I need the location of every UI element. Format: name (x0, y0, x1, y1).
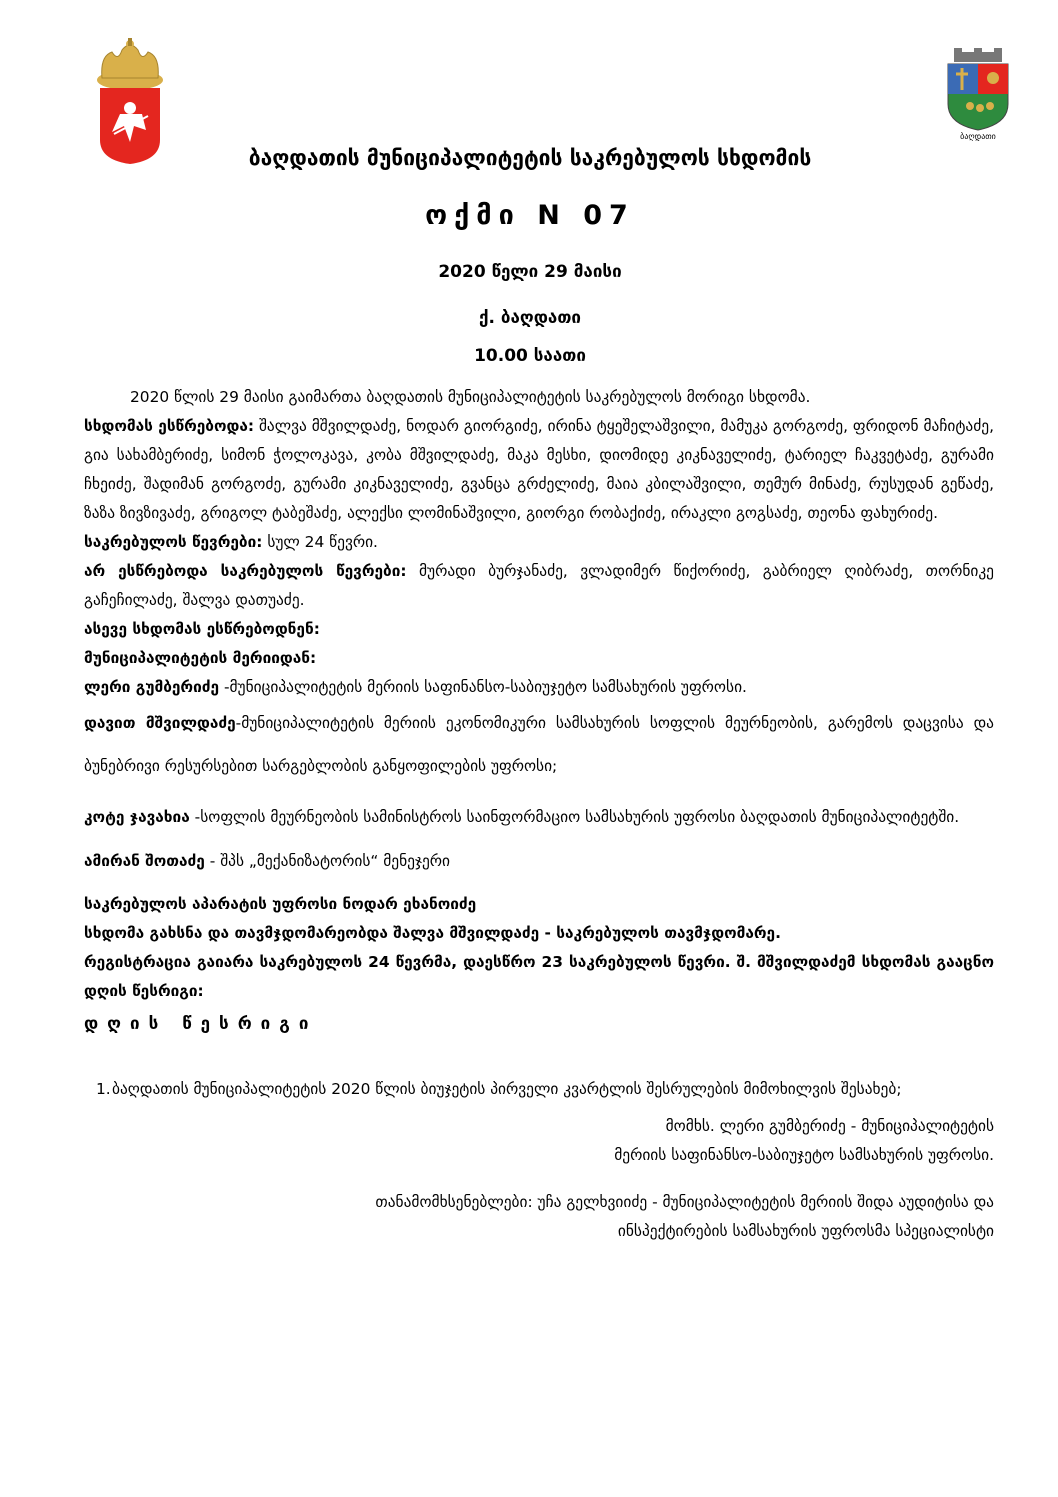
members-paragraph (84, 528, 994, 557)
co-rapporteur-line: თანამომხსენებლები: უჩა გელხვიიძე - მუნიციპალიტეტის მერიის შიდა აუდიტისა და (375, 1193, 994, 1211)
guest-entry (84, 796, 994, 839)
agenda-heading: დღის წესრიგი (84, 1014, 318, 1034)
apparatus-line: საკრებულოს აპარატის უფროსი ნოდარ ეხანოიძე (84, 895, 477, 913)
guest-name: დავით მშვილდაძე (84, 714, 236, 732)
mayor-office-heading: მუნიციპალიტეტის მერიიდან: (84, 649, 317, 667)
guest-entry (84, 847, 994, 876)
attendance-paragraph (84, 412, 994, 528)
protocol-date: 2020 წელი 29 მაისი (438, 262, 622, 282)
baghdati-coat-of-arms-icon (940, 48, 1016, 148)
agenda-item (84, 1075, 994, 1104)
attendance-list: შალვა მშვილდაძე, ნოდარ გიორგიძე, ირინა ტყეშელაშვილი, მამუკა გორგოძე, ფრიდონ მაჩიტაძე, გია სახამბერიძე, სიმონ ჭოლოკავა, კობა მშვილდაძე, მაკა მესხი, დიომიდე კიკნაველიძე, ტარიელ ჩაკვეტაძე, გურამი ჩხეიძე, შადიმან გორგოძე, გურამი კიკნაველიძე, გვანცა გრძელიძე, მაია კბილაშვილი, თემურ მინაძე, რუსუდან გეწაძე, ზაზა ზივზივაძე, გრიგოლ ტაბეშაძე, ალექსი ლომინაშვილი, გიორგი რობაქიძე, ირაკლი გოგსაძე, თეონა ფახურიძე. (84, 417, 994, 522)
guest-role: -მუნიციპალიტეტის მერიის საფინანსო-საბიუჯეტო სამსახურის უფროსი. (223, 678, 747, 696)
agenda-item-number: 1. (96, 1080, 111, 1098)
absent-list: მურადი ბურჯანაძე, ვლადიმერ წიქორიძე, გაბრიელ ღიბრაძე, თორნიკე გაჩეჩილაძე, შალვა დათუაძე. (84, 562, 994, 609)
document-title: ბაღდათის მუნიციპალიტეტის საკრებულოს სხდომის (248, 146, 812, 170)
guest-role: -მუნიციპალიტეტის მერიის ეკონომიკური სამსახურის სოფლის მეურნეობის, გარემოს დაცვისა და ბუნებრივი რესურსებით სარგებლობის განყოფილების უფროსი; (84, 714, 994, 775)
members-count: სულ 24 წევრი. (267, 533, 378, 551)
co-rapporteur-line: ინსპექტირების სამსახურის უფროსმა სპეციალისტი (617, 1222, 994, 1240)
intro-paragraph: 2020 წლის 29 მაისი გაიმართა ბაღდათის მუნიციპალიტეტის საკრებულოს მორიგი სხდომა. (130, 388, 811, 406)
guest-entry (84, 673, 994, 702)
protocol-time: 10.00 საათი (474, 346, 586, 366)
guest-role: - შპს „მექანიზატორის“ მენეჯერი (209, 852, 450, 870)
coat-caption: ბაღდათი (960, 132, 996, 141)
protocol-body (84, 383, 994, 1246)
guest-name: ამირან შოთაძე (84, 852, 205, 870)
rapporteur-line: მერიის საფინანსო-საბიუჯეტო სამსახურის უფროსი. (614, 1146, 994, 1164)
opening-line: სხდომა გახსნა და თავმჯდომარეობდა შალვა მშვილდაძე - საკრებულოს თავმჯდომარე. (84, 924, 781, 942)
guest-name: ლერი გუმბერიძე (84, 678, 220, 696)
members-label: საკრებულოს წევრები: (84, 533, 263, 551)
absent-paragraph (84, 557, 994, 615)
guest-name: კოტე ჯავახია (84, 808, 190, 826)
also-attended-heading: ასევე სხდომას ესწრებოდნენ: (84, 620, 320, 638)
guest-entry (84, 702, 994, 788)
protocol-city: ქ. ბაღდათი (479, 308, 581, 328)
absent-label: არ ესწრებოდა საკრებულოს წევრები: (84, 562, 407, 580)
protocol-number: ოქმი N 07 (425, 200, 635, 231)
attendance-label: სხდომას ესწრებოდა: (84, 417, 255, 435)
rapporteur-line: მომხს. ლერი გუმბერიძე - მუნიციპალიტეტის (665, 1117, 994, 1135)
registration-line: რეგისტრაცია გაიარა საკრებულოს 24 წევრმა, დაესწრო 23 საკრებულოს წევრი. შ. მშვილდაძემ სხდომას გააცნო დღის წესრიგი: (84, 953, 994, 1000)
guest-role: -სოფლის მეურნეობის სამინისტროს საინფორმაციო სამსახურის უფროსი ბაღდათის მუნიციპალიტეტში. (194, 808, 960, 826)
agenda-item-text: ბაღდათის მუნიციპალიტეტის 2020 წლის ბიუჯეტის პირველი კვარტლის შესრულების მიმოხილვის შესახებ; (112, 1080, 902, 1098)
